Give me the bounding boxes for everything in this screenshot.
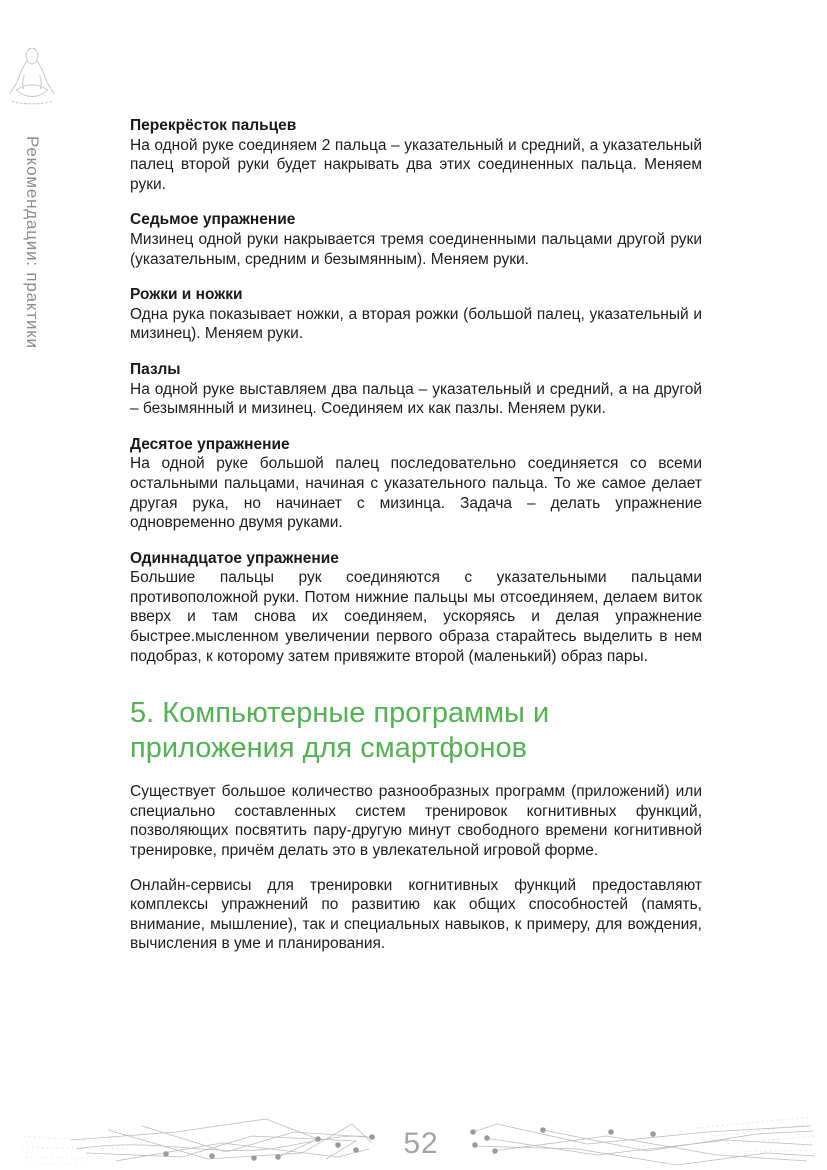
section-5-heading: 5. Компьютерные программы и приложения для смартфонов [130,697,550,765]
plexus-decoration-left-icon [16,1112,381,1170]
exercise-body: На одной руке соединяем 2 пальца – указательный и средний, а указательный палец второй руки будет накрывать два этих соединенных пальца. Меняем руки. [130,136,702,193]
exercise-block [130,435,702,533]
page-footer [0,1108,827,1170]
exercise-block [130,285,702,344]
exercise-block [130,360,702,419]
exercise-block [130,210,702,269]
page-content [130,116,702,969]
exercise-body: На одной руке большой палец последовательно соединяется со всеми остальными пальцами, начиная с указательного пальца. То же самое делает другая рука, но начинает с мизинца. Задача – делать упражнение одновременно двумя руками. [130,455,702,532]
section-5-paragraph: Онлайн-сервисы для тренировки когнитивных функций предоставляют комплексы упражнений по развитию как общих способностей (память, внимание, мышление), так и специальных навыков, к примеру, для вождения, вычисления в уме и планирования. [130,876,702,953]
section-5-paragraph: Существует большое количество разнообразных программ (приложений) или специально составленных систем тренировок когнитивных функций, позволяющих посвятить пару-другую минут свободного времени когнитивной тренировке, причём делать это в увлекательной игровой форме. [130,783,702,860]
exercise-title: Десятое упражнение [130,435,290,453]
exercise-block [130,116,702,194]
exercise-title: Седьмое упражнение [130,211,296,229]
sidebar-vertical-label: Рекомендации: практики [23,136,42,349]
exercise-body: Одна рука показывает ножки, а вторая рожки (большой палец, указательный и мизинец). Меняем руки. [130,305,702,343]
exercise-title: Пазлы [130,360,181,378]
exercise-title: Рожки и ножки [130,286,243,304]
page-number: 52 [403,1127,439,1160]
plexus-decoration-right-icon [465,1110,817,1168]
exercise-block [130,549,702,667]
exercise-body: На одной руке выставляем два пальца – указательный и средний, а на другой – безымянный и мизинец. Соединяем их как пазлы. Меняем руки. [130,380,702,418]
exercise-title: Одиннадцатое упражнение [130,549,339,567]
meditation-icon [8,46,56,110]
exercise-body: Большие пальцы рук соединяются с указательными пальцами противоположной руки. Потом нижние пальцы мы отсоединяем, делаем виток вверх и там снова их соединяем, ускоряясь и делая упражнение быстрее.мысленном увеличении первого образа старайтесь выделить в нем подобраз, к которому затем привяжите второй (маленький) образ пары. [130,569,702,665]
exercise-title: Перекрёсток пальцев [130,117,297,134]
exercise-body: Мизинец одной руки накрывается тремя соединенными пальцами другой руки (указательным, средним и безымянным). Меняем руки. [130,230,702,268]
